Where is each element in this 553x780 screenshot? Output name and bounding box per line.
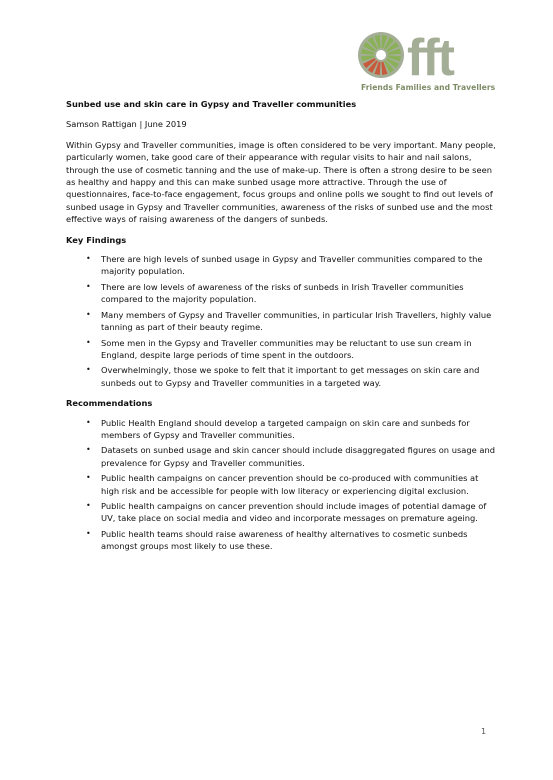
list-item: • Overwhelmingly, those we spoke to felt that it important to get messages on skin care and sunbeds out to Gypsy and Traveller communities in a targeted way. bbox=[86, 365, 480, 388]
doc-title: Sunbed use and skin care in Gypsy and Traveller communities bbox=[66, 99, 357, 109]
list-item: • There are high levels of sunbed usage in Gypsy and Traveller communities compared to the majority population. bbox=[86, 254, 483, 277]
fft-logo bbox=[356, 30, 496, 100]
bullet-icon: • bbox=[86, 445, 91, 455]
bullet-icon: • bbox=[86, 365, 91, 375]
bullet-icon: • bbox=[86, 254, 91, 264]
recommendations-heading: Recommendations bbox=[66, 398, 153, 409]
document-body bbox=[66, 98, 496, 561]
list-item: • Public Health England should develop a targeted campaign on skin care and sunbeds for members of Gypsy and Traveller communities. bbox=[86, 417, 470, 440]
key-findings-list bbox=[66, 253, 496, 389]
list-item: • Public health campaigns on cancer prevention should be co-produced with communities at high risk and be accessible for people with low literacy or experiencing digital exclusion. bbox=[86, 473, 479, 496]
list-item: • There are low levels of awareness of the risks of sunbeds in Irish Traveller communities compared to the majority population. bbox=[86, 281, 464, 305]
page-number: 1 bbox=[481, 727, 487, 736]
recommendations-list bbox=[66, 417, 496, 553]
bullet-icon: • bbox=[86, 528, 91, 538]
bullet-icon: • bbox=[86, 309, 91, 319]
key-findings-heading: Key Findings bbox=[66, 234, 127, 245]
doc-byline: Samson Rattigan | June 2019 bbox=[66, 119, 187, 130]
bullet-icon: • bbox=[86, 281, 91, 291]
list-item: • Public health campaigns on cancer prevention should include images of potential damage of UV, take place on social media and video and incorporate messages on premature ageing. bbox=[86, 500, 487, 524]
fft-logo-mark bbox=[356, 30, 496, 85]
list-item: • Many members of Gypsy and Traveller communities, in particular Irish Travellers, highly value tanning as part of their beauty regime. bbox=[86, 309, 492, 333]
bullet-icon: • bbox=[86, 500, 91, 510]
logo-letters: fft bbox=[407, 30, 453, 85]
list-item: • Datasets on sunbed usage and skin cancer should include disaggregated figures on usage and prevalence for Gypsy and Traveller communities. bbox=[86, 445, 495, 468]
bullet-icon: • bbox=[86, 337, 91, 347]
bullet-icon: • bbox=[86, 473, 91, 483]
wheel-icon bbox=[358, 32, 404, 78]
bullet-icon: • bbox=[86, 417, 91, 427]
doc-intro: Within Gypsy and Traveller communities, image is often considered to be very important. Many people, particularly women, take good care of their appearance with regular visits to hair and nail salons, through the use of cosmetic tanning and the use of make-up. There is often a strong desire to be seen as healthy and happy and this can make sunbed usage more attractive. Through the use of questionnaires, face-to-face engagement, focus groups and online polls we sought to find out levels of sunbed usage in Gypsy and Traveller communities, awareness of the risks of sunbed use and the most effective ways of raising awareness of the dangers of sunbeds. bbox=[66, 139, 496, 225]
logo-tagline: Friends Families and Travellers bbox=[361, 83, 496, 92]
list-item: • Some men in the Gypsy and Traveller communities may be reluctant to use sun cream in England, despite large periods of time spent in the outdoors. bbox=[86, 337, 472, 360]
list-item: • Public health teams should raise awareness of healthy alternatives to cosmetic sunbeds amongst groups most likely to use these. bbox=[86, 528, 468, 552]
